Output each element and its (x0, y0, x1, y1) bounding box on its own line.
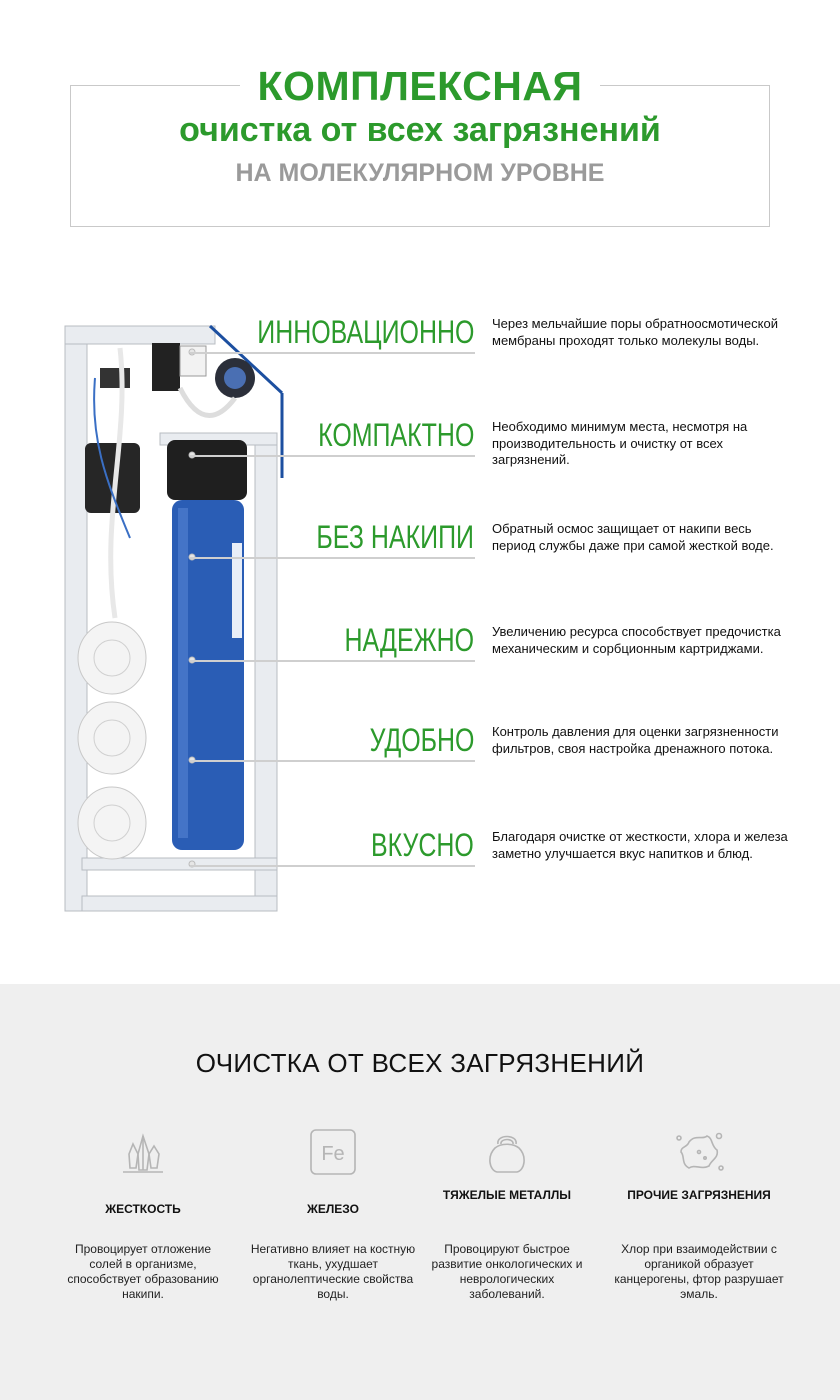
feature-no-scale (190, 521, 810, 601)
contaminant-description: Негативно влияет на костную ткань, ухудшает органолептические свойства воды. (250, 1242, 416, 1301)
contaminant-description: Провоцируют быстрое развитие онкологических и неврологических заболеваний. (431, 1242, 583, 1301)
feature-description: Благодаря очистке от жесткости, хлора и железа заметно улучшается вкус напитков и блюд. (492, 829, 788, 861)
page-title: КОМПЛЕКСНАЯ (0, 62, 840, 110)
feature-connector-line (190, 352, 475, 354)
page-subtitle-secondary: НА МОЛЕКУЛЯРНОМ УРОВНЕ (235, 159, 605, 187)
feature-connector-line (190, 455, 475, 457)
feature-label: УДОБНО (369, 722, 474, 758)
feature-label: НАДЕЖНО (344, 622, 474, 658)
feature-label: КОМПАКТНО (317, 417, 474, 453)
section-title: ОЧИСТКА ОТ ВСЕХ ЗАГРЯЗНЕНИЙ (195, 1048, 645, 1078)
contaminant-heavy-metals (422, 1124, 592, 1301)
feature-convenient (190, 724, 810, 804)
feature-tasty (190, 829, 810, 909)
contaminant-title: ЖЕСТКОСТЬ (105, 1202, 181, 1216)
contaminants-section (0, 984, 840, 1400)
feature-compact (190, 419, 810, 499)
contaminant-other (614, 1124, 784, 1301)
contaminant-hardness (58, 1124, 228, 1301)
water-filter-system-image (60, 318, 290, 918)
contaminant-iron (248, 1124, 418, 1301)
contaminant-title: ПРОЧИЕ ЗАГРЯЗНЕНИЯ (627, 1188, 771, 1202)
feature-innovative (190, 316, 810, 396)
feature-description: Контроль давления для оценки загрязненности фильтров, своя настройка дренажного потока. (492, 724, 779, 756)
contaminant-description: Провоцирует отложение солей в организме, способствует образованию накипи. (67, 1242, 219, 1301)
kettlebell-icon (479, 1124, 535, 1180)
feature-label: ВКУСНО (371, 827, 474, 863)
svg-text:Fe: Fe (321, 1143, 345, 1165)
feature-label: БЕЗ НАКИПИ (316, 519, 474, 555)
feature-connector-line (190, 865, 475, 867)
feature-description: Увеличению ресурса способствует предочистка механическим и сорбционным картриджами. (492, 624, 781, 656)
feature-reliable (190, 624, 810, 704)
feature-description: Обратный осмос защищает от накипи весь период службы даже при самой жесткой воде. (492, 521, 774, 553)
feature-label: ИННОВАЦИОННО (256, 314, 474, 350)
page-subtitle: очистка от всех загрязнений (179, 111, 661, 149)
crystal-icon (115, 1124, 171, 1180)
contaminant-description: Хлор при взаимодействии с органикой образует канцерогены, фтор разрушает эмаль. (614, 1242, 784, 1301)
feature-description: Через мельчайшие поры обратноосмотической мембраны проходят только молекулы воды. (492, 316, 778, 348)
feature-connector-line (190, 760, 475, 762)
feature-connector-line (190, 557, 475, 559)
feature-connector-line (190, 660, 475, 662)
splash-icon (671, 1124, 727, 1180)
contaminant-title: ЖЕЛЕЗО (307, 1202, 359, 1216)
contaminant-title: ТЯЖЕЛЫЕ МЕТАЛЛЫ (442, 1188, 572, 1202)
iron-fe-icon (305, 1124, 361, 1180)
feature-description: Необходимо минимум места, несмотря на производительность и очистку от всех загрязнений. (492, 419, 748, 467)
